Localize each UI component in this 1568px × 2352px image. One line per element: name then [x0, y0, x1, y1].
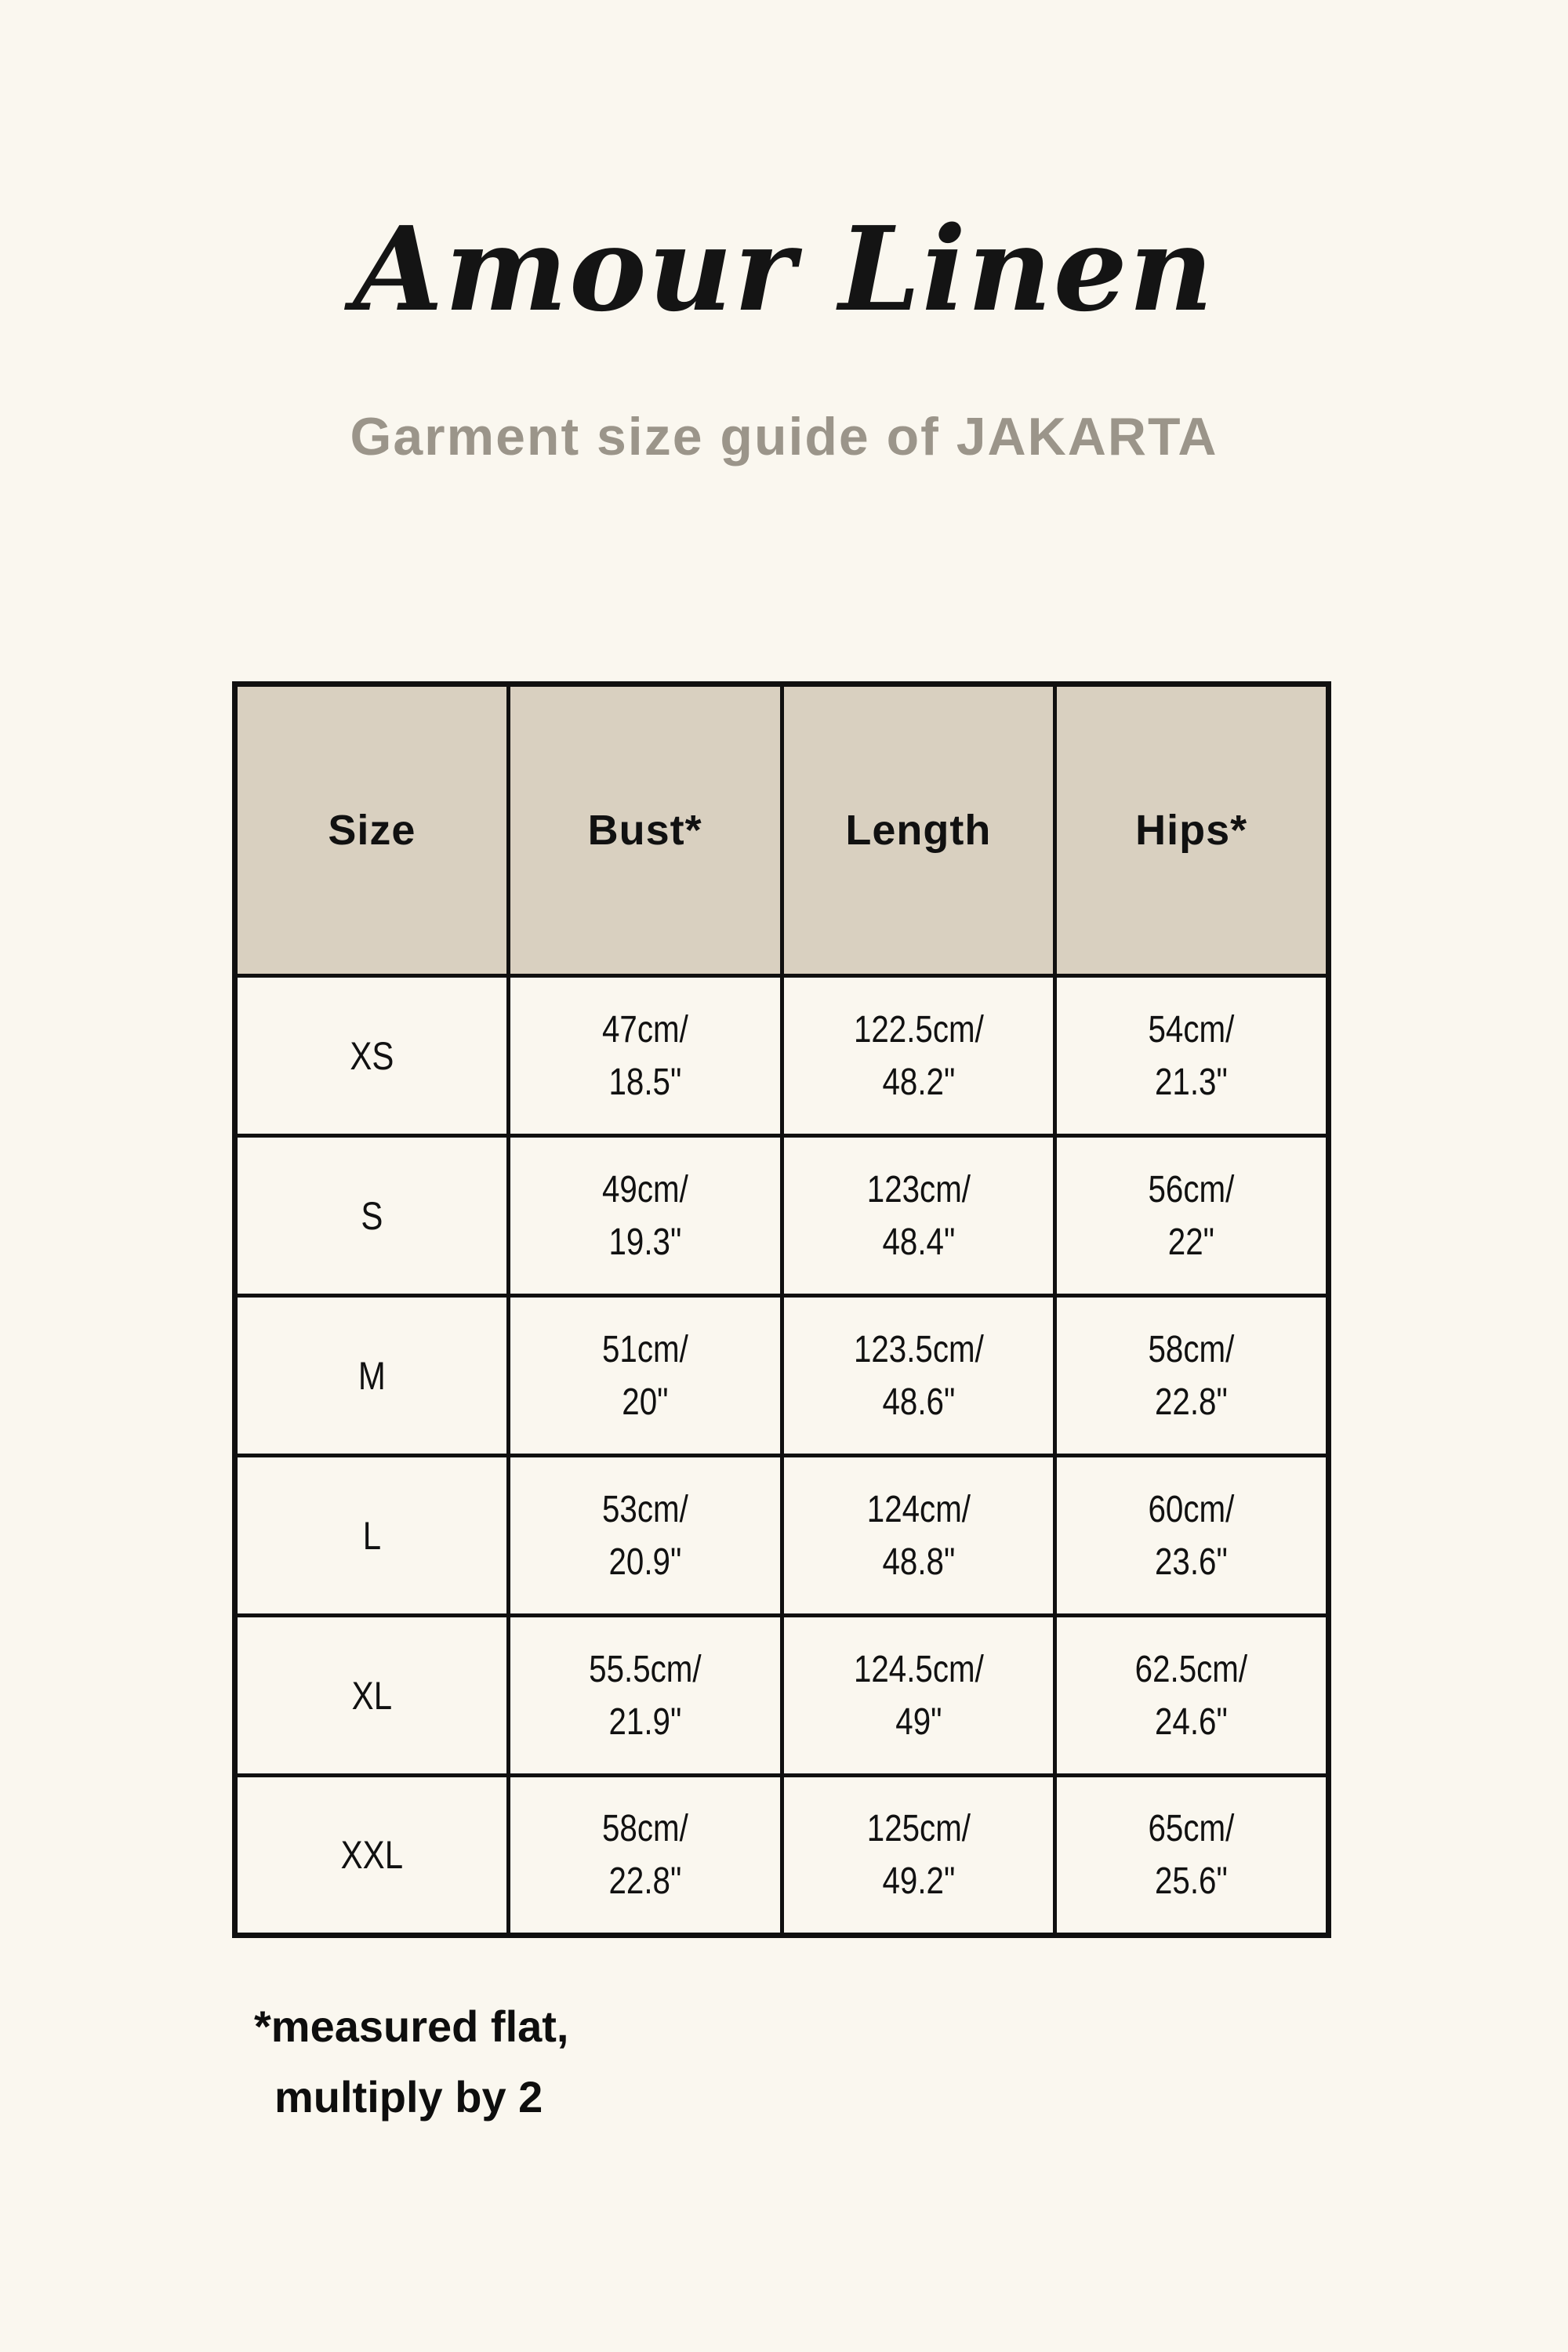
size-label: XS — [350, 1033, 394, 1078]
length-cm: 122.5cm/ — [853, 1008, 984, 1051]
bust-in: 20" — [622, 1381, 669, 1423]
footnote — [254, 1991, 569, 2132]
bust-cell — [508, 1776, 782, 1936]
hips-cm: 62.5cm/ — [1134, 1648, 1248, 1690]
col-header-length: Length — [782, 684, 1055, 976]
size-cell — [235, 1776, 509, 1936]
hips-cell — [1055, 1296, 1329, 1456]
table-row-xl — [235, 1616, 1329, 1776]
hips-in: 25.6" — [1155, 1860, 1229, 1902]
col-header-bust: Bust* — [508, 684, 782, 976]
bust-cell — [508, 1616, 782, 1776]
hips-cell — [1055, 1616, 1329, 1776]
size-cell — [235, 1456, 509, 1616]
bust-cm: 58cm/ — [601, 1808, 688, 1849]
table-row-m — [235, 1296, 1329, 1456]
length-cm: 124.5cm/ — [853, 1648, 984, 1690]
bust-cell — [508, 976, 782, 1136]
bust-cm: 47cm/ — [601, 1008, 688, 1051]
hips-cm: 54cm/ — [1148, 1008, 1235, 1051]
table-row-l — [235, 1456, 1329, 1616]
brand-title: Amour Linen — [353, 201, 1215, 337]
hips-cell — [1055, 1776, 1329, 1936]
size-label: S — [361, 1193, 383, 1238]
hips-cm: 58cm/ — [1148, 1328, 1235, 1370]
length-cell — [782, 1456, 1055, 1616]
size-label: XXL — [340, 1833, 404, 1877]
size-label: L — [362, 1513, 382, 1558]
bust-cell — [508, 1136, 782, 1296]
hips-cm: 56cm/ — [1148, 1168, 1235, 1210]
length-cm: 123.5cm/ — [853, 1328, 984, 1370]
table-row-s — [235, 1136, 1329, 1296]
bust-cm: 55.5cm/ — [588, 1648, 702, 1690]
footnote-line-2: multiply by 2 — [274, 2072, 543, 2122]
size-cell — [235, 1296, 509, 1456]
bust-in: 21.9" — [608, 1700, 682, 1743]
length-cell — [782, 1296, 1055, 1456]
length-in: 49" — [895, 1700, 942, 1743]
length-cell — [782, 1136, 1055, 1296]
bust-cm: 51cm/ — [601, 1328, 688, 1370]
hips-cell — [1055, 1136, 1329, 1296]
bust-in: 18.5" — [608, 1061, 682, 1103]
size-table — [232, 681, 1331, 1938]
page-subtitle: Garment size guide of JAKARTA — [350, 407, 1218, 466]
hips-cell — [1055, 976, 1329, 1136]
footnote-line-1: *measured flat, — [254, 2002, 569, 2051]
size-table-body — [235, 976, 1329, 1936]
length-in: 48.6" — [881, 1381, 955, 1423]
size-cell — [235, 1616, 509, 1776]
hips-in: 24.6" — [1155, 1700, 1229, 1743]
length-cell — [782, 1616, 1055, 1776]
size-cell — [235, 976, 509, 1136]
length-cell — [782, 1776, 1055, 1936]
length-cell — [782, 976, 1055, 1136]
size-cell — [235, 1136, 509, 1296]
hips-cm: 65cm/ — [1148, 1808, 1235, 1849]
length-cm: 124cm/ — [866, 1488, 971, 1530]
hips-in: 22.8" — [1155, 1381, 1229, 1423]
hips-in: 21.3" — [1155, 1061, 1229, 1103]
size-label: XL — [351, 1673, 393, 1718]
bust-cell — [508, 1456, 782, 1616]
bust-in: 22.8" — [608, 1860, 682, 1902]
col-header-size: Size — [235, 684, 509, 976]
length-in: 49.2" — [881, 1860, 955, 1902]
length-cm: 123cm/ — [866, 1168, 971, 1210]
hips-cm: 60cm/ — [1148, 1488, 1235, 1530]
table-row-xs — [235, 976, 1329, 1136]
col-header-hips: Hips* — [1055, 684, 1329, 976]
hips-in: 22" — [1168, 1221, 1215, 1263]
size-label: M — [358, 1353, 386, 1398]
length-in: 48.2" — [881, 1061, 955, 1103]
hips-in: 23.6" — [1155, 1541, 1229, 1583]
header-row — [235, 684, 1329, 976]
length-in: 48.4" — [881, 1221, 955, 1263]
table-row-xxl — [235, 1776, 1329, 1936]
bust-in: 20.9" — [608, 1541, 682, 1583]
bust-cm: 53cm/ — [601, 1488, 688, 1530]
length-in: 48.8" — [881, 1541, 955, 1583]
length-cm: 125cm/ — [866, 1808, 971, 1849]
size-table-header — [235, 684, 1329, 976]
bust-in: 19.3" — [608, 1221, 682, 1263]
bust-cm: 49cm/ — [601, 1168, 688, 1210]
hips-cell — [1055, 1456, 1329, 1616]
bust-cell — [508, 1296, 782, 1456]
